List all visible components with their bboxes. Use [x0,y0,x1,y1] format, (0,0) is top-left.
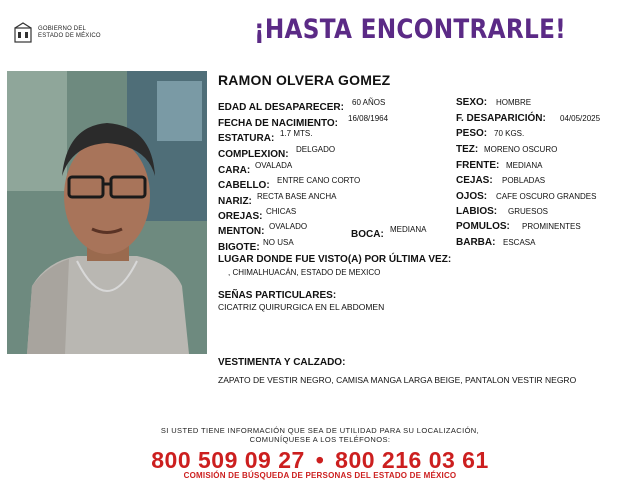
person-name: RAMON OLVERA GOMEZ [218,72,391,88]
field-label: TEZ: [456,144,479,155]
field-row [218,237,260,255]
field-value: 04/05/2025 [560,114,601,123]
field-value: HOMBRE [496,98,532,107]
field-label: BARBA: [456,237,496,248]
gov-line-1: GOBIERNO DEL [38,26,87,32]
marks-value: CICATRIZ QUIRURGICA EN EL ABDOMEN [218,302,385,312]
field-value: 70 KGS. [494,129,525,138]
field-label: ESTATURA: [218,133,275,144]
field-label: SEXO: [456,97,488,108]
field-label: LABIOS: [456,206,498,217]
field-value: CAFE OSCURO GRANDES [496,192,597,201]
government-name [38,26,101,40]
field-value: ENTRE CANO CORTO [277,176,361,185]
commission-name: COMISIÓN DE BÚSQUEDA DE PERSONAS DEL ESTADO DE MÉXICO [183,471,457,480]
headline: ¡HASTA ENCONTRARLE! [254,14,567,45]
field-label: NARIZ: [218,196,252,207]
field-value: ESCASA [503,238,536,247]
field-label: POMULOS: [456,221,510,232]
clothing-value: ZAPATO DE VESTIR NEGRO, CAMISA MANGA LARGA BEIGE, PANTALON VESTIR NEGRO [218,375,577,385]
government-logo [12,22,112,44]
field-label: BIGOTE: [218,242,260,253]
phone-number-1[interactable]: 800 509 09 27 [151,447,305,473]
field-value: OVALADO [269,222,308,231]
field-label: OREJAS: [218,211,263,222]
field-label: CARA: [218,165,251,176]
last-seen-value: , CHIMALHUACÁN, ESTADO DE MEXICO [228,268,381,277]
state-seal-icon [12,22,34,44]
phone-separator: • [315,447,325,473]
field-value: 16/08/1964 [348,114,389,123]
clothing-label: VESTIMENTA Y CALZADO: [218,357,346,368]
field-row [351,224,384,242]
portrait-illustration [7,71,207,354]
field-label: OJOS: [456,191,488,202]
field-value: MEDIANA [390,225,427,234]
field-value: 1.7 MTS. [280,129,313,138]
field-label: COMPLEXION: [218,149,289,160]
phone-numbers [0,447,640,474]
field-value: CHICAS [266,207,297,216]
field-label: EDAD AL DESAPARECER: [218,102,344,113]
field-value: PROMINENTES [522,222,581,231]
contact-note-line-2: COMUNÍQUESE A LOS TELÉFONOS: [249,435,391,444]
field-label: CEJAS: [456,175,493,186]
field-value: NO USA [263,238,294,247]
field-label: F. DESAPARICIÓN: [456,113,546,124]
person-photo [7,71,207,354]
marks-label: SEÑAS PARTICULARES: [218,290,337,301]
field-value: DELGADO [296,145,336,154]
last-seen-label: LUGAR DONDE FUE VISTO(A) POR ÚLTIMA VEZ: [218,254,452,265]
field-value: POBLADAS [502,176,546,185]
field-value: RECTA BASE ANCHA [257,192,337,201]
field-value: OVALADA [255,161,293,170]
field-value: MORENO OSCURO [484,145,558,154]
field-label: FRENTE: [456,160,500,171]
field-value: 60 AÑOS [352,98,386,107]
field-label: FECHA DE NACIMIENTO: [218,118,338,129]
contact-note-line-1: SI USTED TIENE INFORMACIÓN QUE SEA DE UTILIDAD PARA SU LOCALIZACIÓN, [160,426,480,435]
phone-number-2[interactable]: 800 216 03 61 [335,447,489,473]
field-label: MENTON: [218,226,265,237]
field-label: PESO: [456,128,488,139]
field-label: BOCA: [351,229,384,240]
field-label: CABELLO: [218,180,270,191]
gov-line-2: ESTADO DE MÉXICO [38,33,101,39]
field-value: MEDIANA [506,161,543,170]
field-value: GRUESOS [508,207,549,216]
